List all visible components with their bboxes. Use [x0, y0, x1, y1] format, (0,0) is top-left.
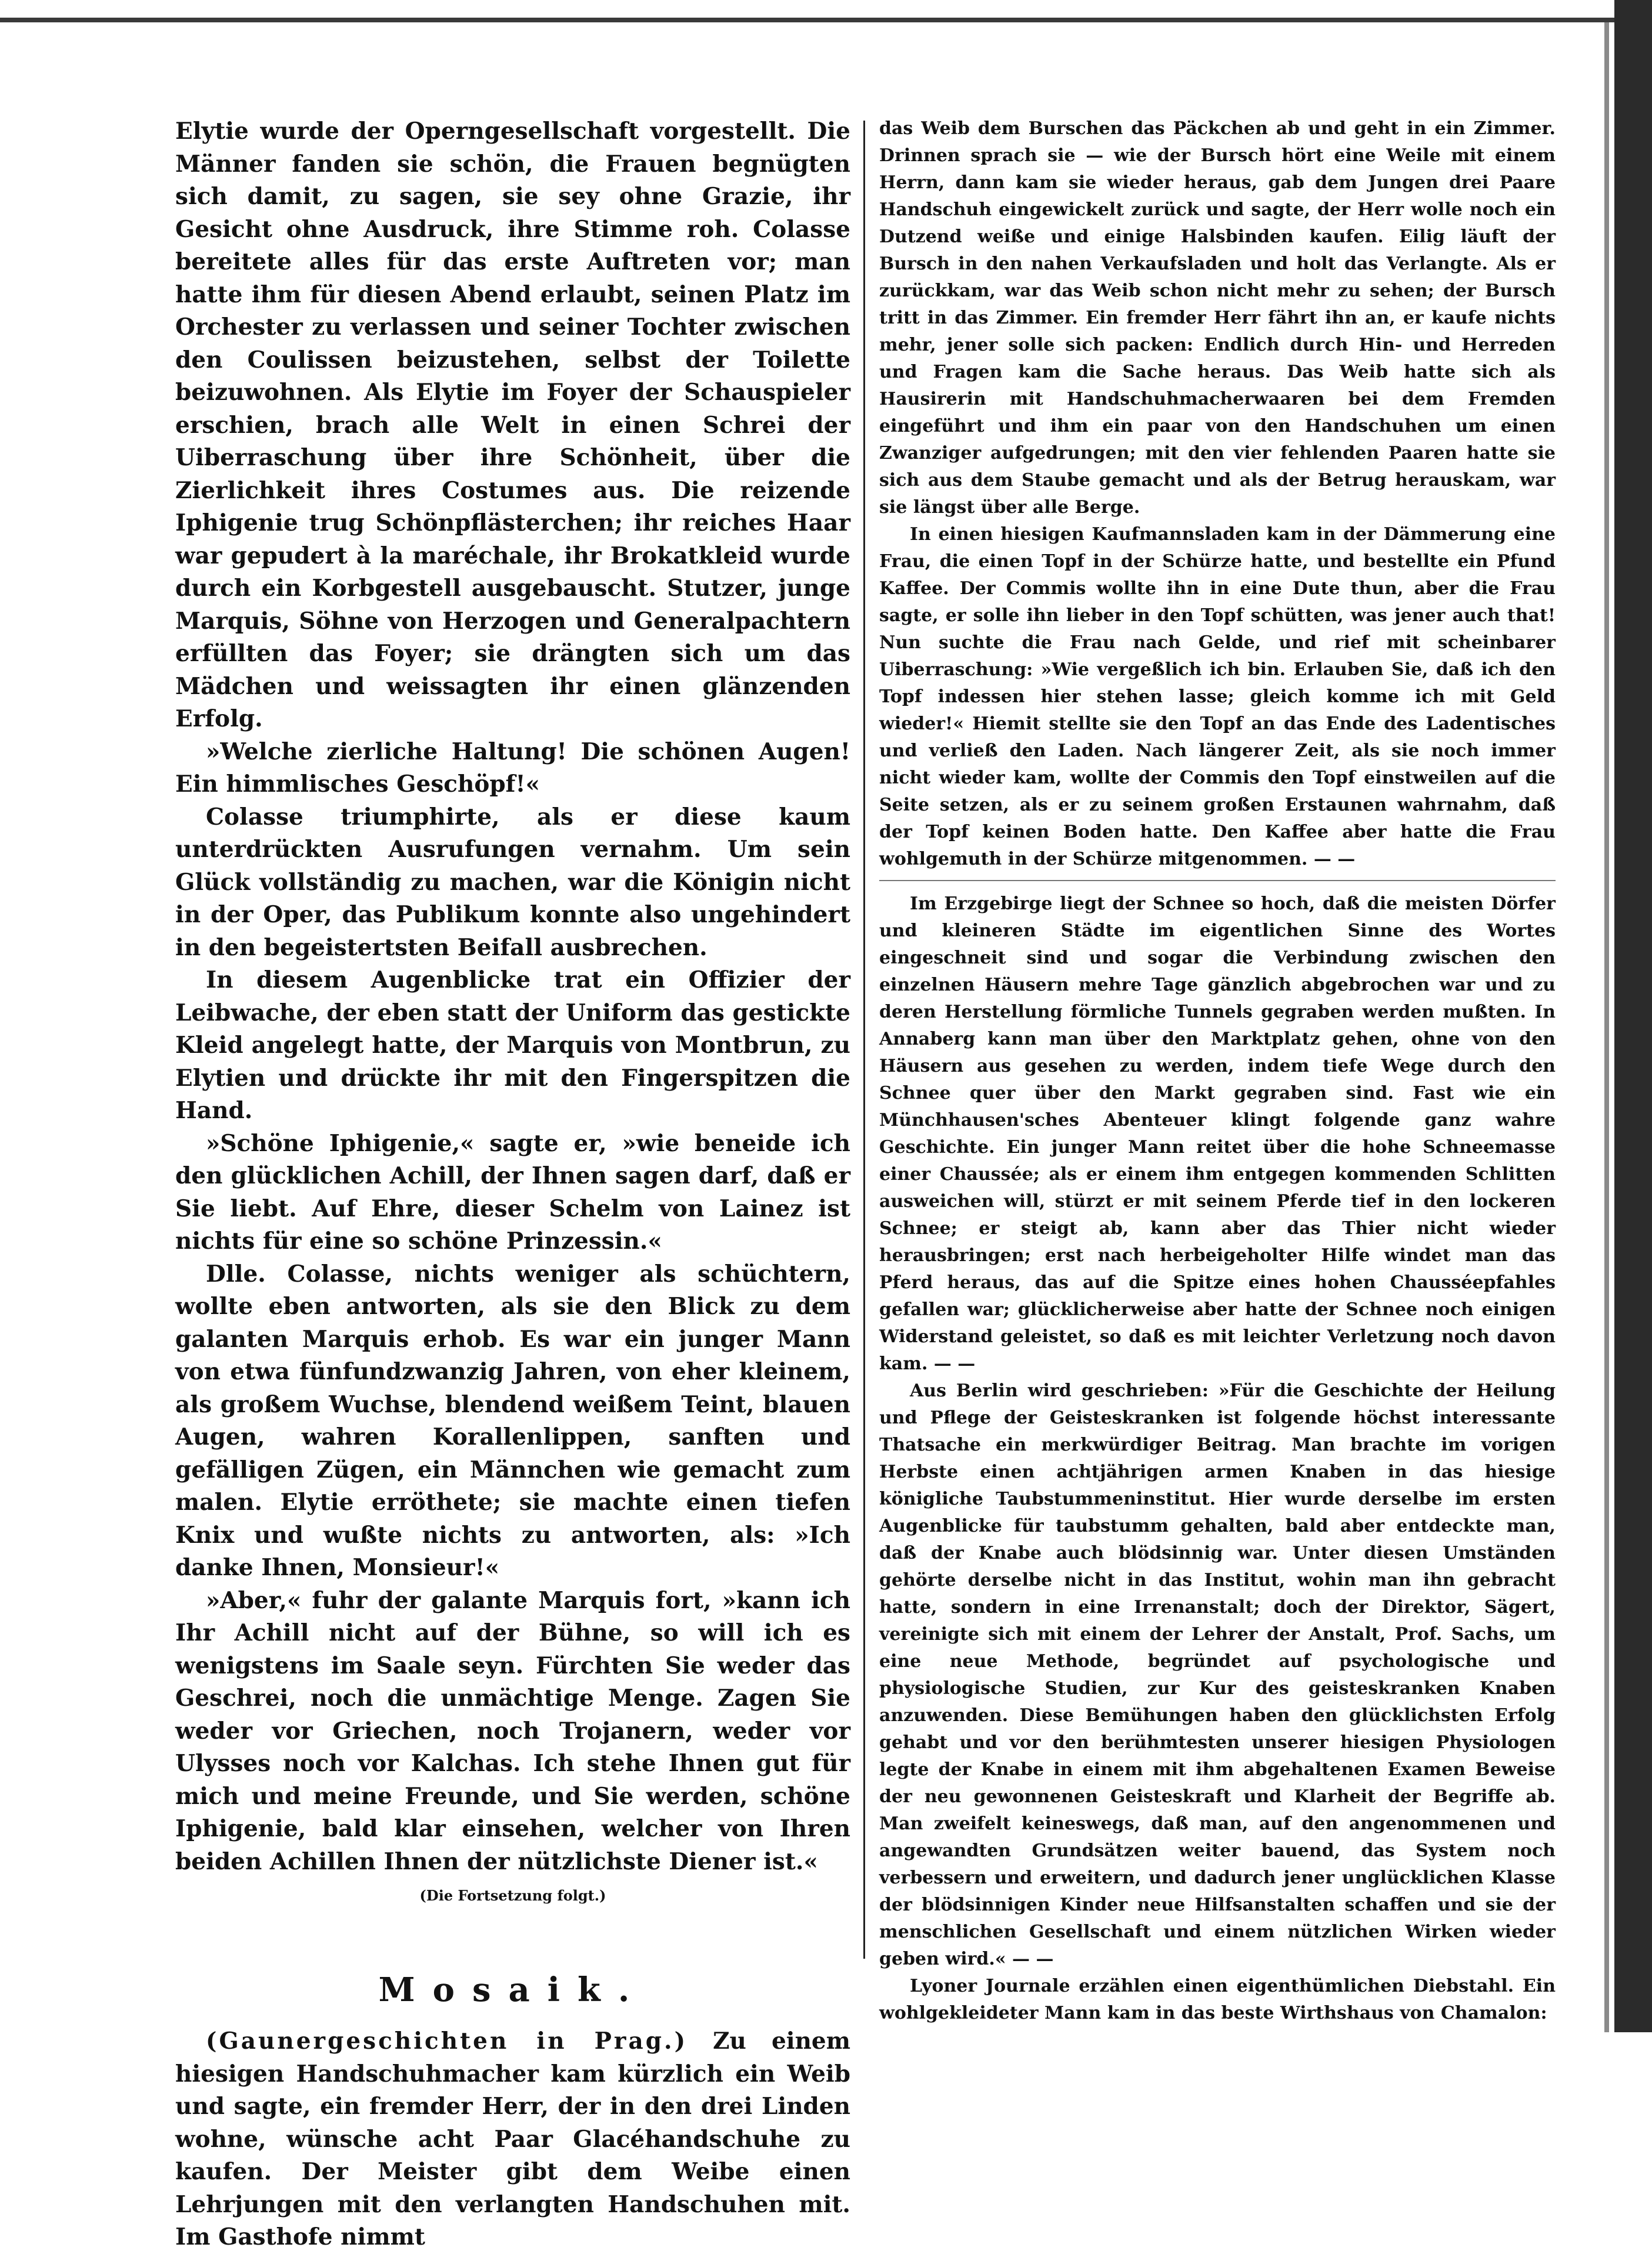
scan-margin-bar	[1614, 0, 1652, 2032]
paragraph: das Weib dem Burschen das Päckchen ab und geht in ein Zimmer. Drinnen sprach sie — wie der Bursch hört eine Weile mit einem Herrn, dann kam sie wieder heraus, gab dem Jungen drei Paare Handschuh eingewickelt zurück und sagte, der Herr wolle noch ein Dutzend weiße und einige Halsbinden kaufen. Eilig läuft der Bursch in den nahen Verkaufsladen und holt das Verlangte. Als er zurückkam, war das Weib schon nicht mehr zu sehen; der Bursch tritt in das Zimmer. Ein fremder Herr fährt ihn an, er kaufe nichts mehr, jener solle sich packen: Endlich durch Hin- und Herreden und Fragen kam die Sache heraus. Das Weib hatte sich als Hausirerin mit Handschuhmacherwaaren bei dem Fremden eingeführt und ihm ein paar von den Handschuhen um einen Zwanziger aufgedrungen; mit den vier fehlenden Paaren hatte sie sich aus dem Staube gemacht und als der Betrug herauskam, war sie längst über alle Berge.	[879, 118, 1556, 518]
paragraph: Lyoner Journale erzählen einen eigenthümlichen Diebstahl. Ein wohlgekleideter Mann kam in das beste Wirthshaus von Chamalon:	[879, 1976, 1556, 2023]
paragraph: »Welche zierliche Haltung! Die schönen Augen! Ein himmlisches Geschöpf!«	[175, 738, 850, 798]
left-column	[175, 115, 850, 2254]
paragraph	[175, 2025, 850, 2254]
section-lead: (Gaunergeschichten in Prag.)	[206, 2028, 688, 2055]
paragraph: »Schöne Iphigenie,« sagte er, »wie beneide ich den glücklichen Achill, der Ihnen sagen darf, daß er Sie liebt. Auf Ehre, dieser Schelm von Lainez ist nichts für eine so schöne Prinzessin.«	[175, 1129, 850, 1255]
paragraph: Elytie wurde der Operngesellschaft vorgestellt. Die Männer fanden sie schön, die Frauen begnügten sich damit, zu sagen, sie sey ohne Grazie, ihr Gesicht ohne Ausdruck, ihre Stimme roh. Colasse bereitete alles für das erste Auftreten vor; man hatte ihm für diesen Abend erlaubt, seinen Platz im Orchester zu verlassen und seiner Tochter zwischen den Coulissen beizustehen, selbst der Toilette beizuwohnen. Als Elytie im Foyer der Schauspieler erschien, brach alle Welt in einen Schrei der Uiberraschung über ihre Schönheit, über die Zierlichkeit ihres Costumes aus. Die reizende Iphigenie trug Schönpflästerchen; ihr reiches Haar war gepudert à la maréchale, ihr Brokatkleid wurde durch ein Korbgestell ausgebauscht. Stutzer, junge Marquis, Söhne von Herzogen und Generalpachtern erfüllten das Foyer; sie drängten sich um das Mädchen und weissagten ihr einen glänzenden Erfolg.	[175, 118, 850, 732]
paragraph: Im Erzgebirge liegt der Schnee so hoch, daß die meisten Dörfer und kleineren Städte im eigentlichen Sinne des Wortes eingeschneit sind und sogar die Verbindung zwischen den einzelnen Häusern mehre Tage gänzlich abgebrochen war und zu deren Herstellung förmliche Tunnels gegraben werden mußten. In Annaberg kann man über den Marktplatz gehen, ohne von den Häusern aus gesehen zu werden, indem tiefe Wege durch den Schnee quer über den Markt gegraben sind. Fast wie ein Münchhausen'sches Abenteuer klingt folgende ganz wahre Geschichte. Ein junger Mann reitet über die hohe Schneemasse einer Chaussée; als er einem ihm entgegen kommenden Schlitten ausweichen will, stürzt er mit seinem Pferde tief in den lockeren Schnee; er steigt ab, kann aber das Thier nicht wieder herausbringen; erst nach herbeigeholter Hilfe windet man das Pferd heraus, das auf die Spitze eines hohen Chausséepfahles gefallen war; glücklicherweise aber hatte der Schnee noch einigen Widerstand geleistet, so daß es mit leichter Verletzung noch davon kam. — —	[879, 893, 1556, 1374]
paragraph: »Aber,« fuhr der galante Marquis fort, »kann ich Ihr Achill nicht auf der Bühne, so will ich es wenigstens im Saale seyn. Fürchten Sie weder das Geschrei, noch die unmächtige Menge. Zagen Sie weder vor Griechen, noch Trojanern, weder vor Ulysses noch vor Kalchas. Ich stehe Ihnen gut für mich und meine Freunde, und Sie werden, schöne Iphigenie, bald klar einsehen, welcher von Ihren beiden Achillen Ihnen der nützlichste Diener ist.«	[175, 1586, 850, 1875]
paragraph: In diesem Augenblicke trat ein Offizier der Leibwache, der eben statt der Uniform das gestickte Kleid angelegt hatte, der Marquis von Montbrun, zu Elytien und drückte ihr mit den Fingerspitzen die Hand.	[175, 966, 850, 1124]
top-border-rule	[0, 18, 1652, 22]
paragraph-text: Zu einem hiesigen Handschuhmacher kam kürzlich ein Weib und sagte, ein fremder Herr, der in den drei Linden wohne, wünsche acht Paar Glacéhandschuhe zu kaufen. Der Meister gibt dem Weibe einen Lehrjungen mit den verlangten Handschuhen mit. Im Gasthofe nimmt	[175, 2028, 851, 2250]
page-edge-shadow	[1604, 22, 1609, 2032]
separator-rule	[879, 880, 1556, 881]
paragraph: Aus Berlin wird geschrieben: »Für die Geschichte der Heilung und Pflege der Geisteskranken ist folgende höchst interessante Thatsache ein merkwürdiger Beitrag. Man brachte im vorigen Herbste einen achtjährigen armen Knaben in das hiesige königliche Taubstummeninstitut. Hier wurde derselbe im ersten Augenblicke für taubstumm gehalten, bald aber entdeckte man, daß der Knabe auch blödsinnig war. Unter diesen Umständen gehörte derselbe nicht in das Institut, wohin man ihn gebracht hatte, sondern in eine Irrenanstalt; doch der Direktor, Sägert, vereinigte sich mit einem der Lehrer der Anstalt, Prof. Sachs, um eine neue Methode, begründet auf psychologische und physiologische Studien, zur Kur des geisteskranken Knaben anzuwenden. Diese Bemühungen haben den glücklichsten Erfolg gehabt und vor den berühmtesten unserer hiesigen Physiologen legte der Knabe in einem mit ihm abgehaltenen Examen Beweise der neu gewonnenen Geisteskraft und Klarheit der Begriffe ab. Man zweifelt keineswegs, daß man, auf den angenommenen und angewandten Grundsätzen weiter bauend, das System noch verbessern und erweitern, und dadurch jener unglücklichen Klasse der blödsinnigen Kinder neue Hilfsanstalten schaffen und sie der menschlichen Gesellschaft und einem nützlichen Wirken wieder geben wird.« — —	[879, 1381, 1556, 1969]
paragraph: In einen hiesigen Kaufmannsladen kam in der Dämmerung eine Frau, die einen Topf in der Schürze hatte, und bestellte ein Pfund Kaffee. Der Commis wollte ihn in eine Dute thun, aber die Frau sagte, er solle ihn lieber in den Topf schütten, was jener auch that! Nun suchte die Frau nach Gelde, und rief mit scheinbarer Uiberraschung: »Wie vergeßlich ich bin. Erlauben Sie, daß ich den Topf indessen hier stehen lasse; gleich komme ich mit Geld wieder!« Hiemit stellte sie den Topf an das Ende des Ladentisches und verließ den Laden. Nach längerer Zeit, als sie noch immer nicht wieder kam, wollte der Commis den Topf einstweilen auf die Seite setzen, als er zu seinem großen Erstaunen wahrnahm, daß der Topf keinen Boden hatte. Den Kaffee aber hatte die Frau wohlgemuth in der Schürze mitgenommen. — —	[879, 524, 1556, 869]
section-title: Mosaik.	[378, 1970, 648, 2009]
right-column	[879, 115, 1556, 2027]
paragraph: Colasse triumphirte, als er diese kaum unterdrückten Ausrufungen vernahm. Um sein Glück vollständig zu machen, war die Königin nicht in der Oper, das Publikum konnte also ungehindert in den begeistertsten Beifall ausbrechen.	[175, 803, 850, 961]
continuation-note: (Die Fortsetzung folgt.)	[419, 1887, 606, 1904]
paragraph: Dlle. Colasse, nichts weniger als schüchtern, wollte eben antworten, als sie den Blick zu dem galanten Marquis erhob. Es war ein junger Mann von etwa fünfundzwanzig Jahren, von eher kleinem, als großem Wuchse, blendend weißem Teint, blauen Augen, wahren Korallenlippen, sanften und gefälligen Zügen, ein Männchen wie gemacht zum malen. Elytie erröthete; sie machte einen tiefen Knix und wußte nichts zu antworten, als: »Ich danke Ihnen, Monsieur!«	[175, 1260, 850, 1581]
column-divider	[863, 121, 865, 1959]
